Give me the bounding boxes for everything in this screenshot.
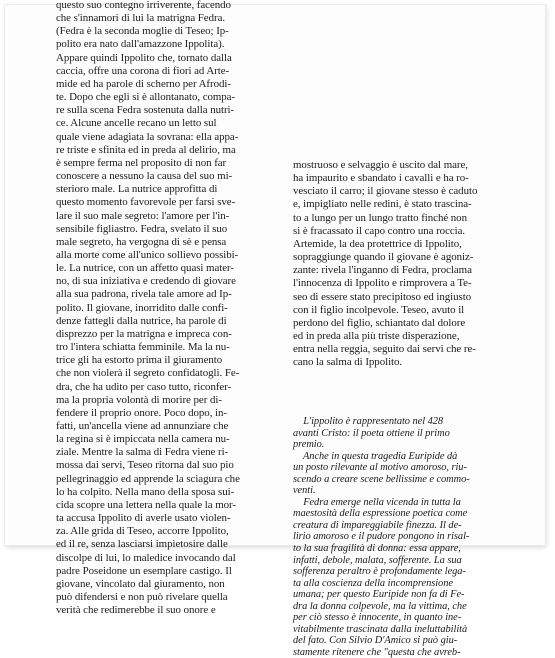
text-line: vesciato il carro; il giovane stesso è caduto — [293, 185, 478, 198]
text-line: polito era nato dall'amazzone Ippolita). — [56, 38, 225, 51]
text-line: ed il re, senza lasciarsi impietosire dalle — [56, 538, 228, 551]
text-line: quale viene adagiata la sovrana: ella appa- — [56, 130, 239, 143]
text-line: te. Dopo che egli si è allontanato, compa- — [56, 91, 236, 104]
text-line: disprezzo per la matrigna e impreca con- — [56, 327, 232, 340]
text-line: to a lungo per un lungo tratto finché non — [293, 211, 467, 224]
text-line: ziale. Mentre la salma di Fedra viene ri- — [56, 446, 229, 459]
text-line: creatura di impareggiabile finezza. Il de- — [293, 519, 462, 531]
text-line: che non violerà il segreto confidatogli. Fe- — [56, 367, 240, 380]
text-line: discolpe di lui, lo maledice invocando dal — [56, 551, 236, 564]
text-line: venti. — [293, 485, 316, 497]
text-line: ha impaurito e sbandato i cavalli e ha ro- — [293, 172, 469, 185]
text-line: L'ippolito è rappresentato nel 428 — [293, 416, 444, 427]
text-line: infatti, debole, malata, sofferente. La sua — [293, 554, 462, 566]
text-line: mossa dai servi, Teseo ritorna dal suo pio — [56, 459, 234, 472]
text-line: Anche in questa tragedia Euripide dà — [293, 450, 458, 462]
text-line: tro l'intera schiatta femminile. Ma la nu- — [56, 341, 230, 354]
text-line: un posto rilevante al motivo amoroso, riu- — [293, 462, 467, 474]
text-line: entra nella reggia, seguito dai servi che re- — [293, 343, 476, 356]
text-line: lirio amoroso e il pudore pongono in risal- — [293, 531, 470, 543]
text-line: è sempre ferma nel proposito di non far — [56, 156, 227, 169]
text-line: per ciò stesso è innocente, in quanto ine- — [293, 612, 462, 624]
text-line: la regina si è impiccata nella camera nu- — [56, 433, 230, 446]
text-line: polito. Il giovane, inorridito dalle confi- — [56, 301, 228, 314]
text-line: za. Alle grida di Teseo, accorre Ippolito, — [56, 525, 229, 538]
left-text-column — [56, 0, 286, 617]
text-line: ta alla coscienza della incomprensione — [293, 577, 453, 589]
text-line: fatti, un'ancella viene ad annunziare che — [56, 420, 229, 432]
text-line: giovane, vincolato dal giuramento, non — [56, 577, 225, 590]
text-line: seo di essere stato precipitoso ed ingiusto — [293, 290, 472, 303]
text-line: dra la donna colpevole, ma la vittima, che — [293, 600, 467, 612]
text-line: sopraggiunge quando il giovane è agoniz- — [293, 251, 474, 264]
text-line: cida scopre una lettera nella quale la mor- — [56, 498, 236, 511]
text-line: conoscere a nessuno la causa del suo mi- — [56, 170, 233, 183]
text-line: sofferenza peraltro è profondamente lega- — [293, 566, 466, 578]
text-line: fendere il proprio onore. Poco dopo, in- — [56, 406, 227, 419]
text-line: dra, che ha udito per caso tutto, riconfer- — [56, 380, 232, 393]
text-line: questo suo contegno irriverente, facendo — [56, 0, 231, 11]
right-text-column-commentary — [293, 416, 518, 658]
text-line: pellegrinaggio ed apprende la sciagura che — [56, 472, 240, 485]
text-line: Appare quindi Ippolito che, tornato dalla — [56, 51, 232, 64]
text-line: sterioro male. La nutrice approfitta di — [56, 183, 218, 196]
text-line: re sulla scena Fedra sostenuta dalla nutri- — [56, 104, 235, 117]
text-line: Artemide, la dea protettrice di Ippolito, — [293, 237, 462, 250]
text-line: padre Poseidone un esemplare castigo. Il — [56, 564, 232, 577]
text-line: scendo a creare scene bellissime e commo- — [293, 473, 470, 485]
text-line: ta accusa Ippolito di averle usato violen- — [56, 512, 231, 525]
text-line: perdono del figlio, schiantato dal dolore — [293, 316, 466, 329]
text-line: questo momento favorevole per farsi sve- — [56, 196, 236, 209]
text-line: vitabilmente trascinata dalla ineluttabilità — [293, 623, 468, 635]
text-line: l'innocenza di Ippolito e rimprovera a Te- — [293, 277, 472, 290]
text-line: alla sua padrona, rivela tale amore ad Ip- — [56, 288, 232, 301]
text-line: denze fattegli dalla nutrice, ha parole di — [56, 314, 227, 327]
text-line: lare il suo male segreto: l'amore per l'in- — [56, 209, 230, 222]
text-line: verità che redimerebbe il suo onore e — [56, 604, 216, 617]
text-line: (Fedra è la seconda moglie di Teseo; Ip- — [56, 25, 229, 38]
text-line: che s'innamori di lui la matrigna Fedra. — [56, 12, 226, 25]
text-line: to la sua fragilità di donna: essa appare, — [293, 543, 461, 555]
text-line: Fedra emerge nella vicenda in tutta la — [293, 496, 461, 508]
text-line: male segreto, ha vergogna di sè e pensa — [56, 235, 227, 248]
text-line: premio. — [293, 439, 325, 451]
text-line: ed in preda alla più triste disperazione, — [293, 330, 460, 343]
text-line: alla morte come all'unico sollievo possibi- — [56, 248, 239, 261]
right-text-column-top — [293, 159, 518, 370]
text-line: umana; per questo Euripide non fa di Fe- — [293, 589, 465, 601]
text-line: le. La nutrice, con un affetto quasi mater- — [56, 262, 234, 275]
text-line: ma la propria volontà di morire per di- — [56, 393, 222, 406]
text-line: avanti Cristo: il poeta ottiene il primo — [293, 427, 450, 439]
text-line: no, di sua iniziativa e credendo di giovare — [56, 275, 236, 288]
text-line: trice gli ha estorto prima il giuramento — [56, 354, 223, 367]
text-line: stamente ritenere che "questa che avreb- — [293, 646, 461, 658]
text-line: mide ed ha parole di scherno per Afrodi- — [56, 77, 231, 90]
text-line: mostruoso e selvaggio è uscito dal mare, — [293, 159, 468, 171]
text-line: ce. Alcune ancelle recano un letto sul — [56, 117, 217, 130]
text-line: re triste e sfinita ed in preda al delirio, ma — [56, 143, 236, 156]
text-line: zante: rivela l'inganno di Fedra, proclama — [293, 264, 472, 277]
text-line: maestosità della espressione poetica come — [293, 508, 468, 520]
text-line: si è fracassato il capo contro una roccia. — [293, 224, 466, 237]
text-line: può difendersi e non può rivelare quella — [56, 591, 228, 604]
text-line: del fato. Con Silvio D'Amico si può giu- — [293, 635, 458, 647]
text-line: con il figlio incolpevole. Teseo, avuto il — [293, 303, 465, 316]
text-line: cano la salma di Ippolito. — [293, 356, 403, 369]
text-line: e, impigliato nelle redini, è stato trascina- — [293, 198, 472, 211]
text-line: caccia, offre una corona di fiori ad Arte- — [56, 64, 230, 77]
text-line: sensibile figliastro. Fedra, svelato il suo — [56, 222, 228, 235]
scanned-page — [5, 0, 545, 658]
text-line: lo ha colpito. Nella mano della sposa sui- — [56, 485, 235, 498]
